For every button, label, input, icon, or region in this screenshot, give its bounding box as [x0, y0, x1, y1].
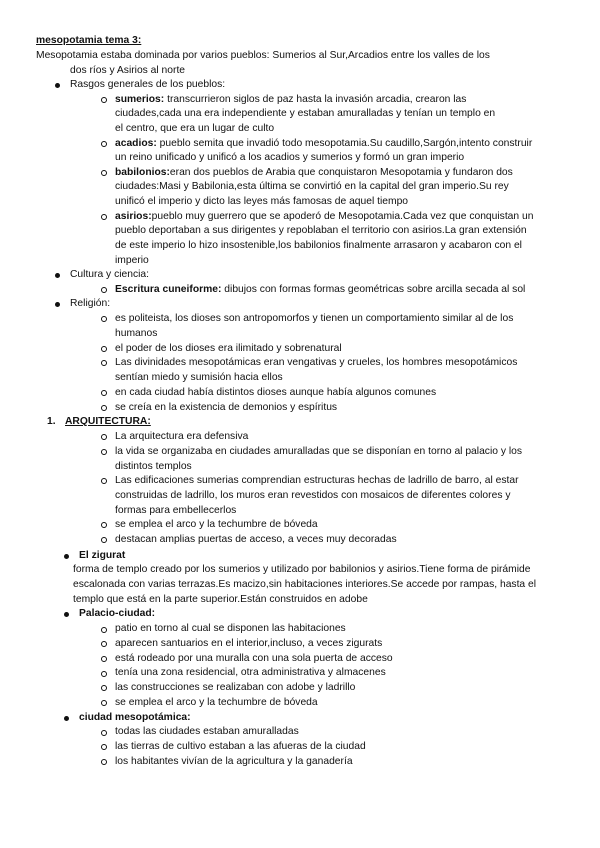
- circle-bullet-icon: [101, 141, 107, 147]
- item-text: un reino unificado y unificó a los acadios y sumerios y formó un gran imperio: [115, 152, 465, 163]
- term: asirios:: [115, 211, 152, 222]
- list-item: el poder de los dioses era ilimitado y sobrenatural: [115, 343, 342, 354]
- term: acadios:: [115, 138, 157, 149]
- subsection-heading: El zigurat: [79, 550, 126, 561]
- bullet-icon: [64, 612, 69, 617]
- section-number: 1.: [47, 416, 56, 427]
- circle-bullet-icon: [101, 522, 107, 528]
- circle-bullet-icon: [101, 316, 107, 322]
- intro-line: Mesopotamia estaba dominada por varios pueblos: Sumerios al Sur,Arcadios entre los valles de los: [36, 50, 490, 61]
- circle-bullet-icon: [101, 671, 107, 677]
- item-text: distintos templos: [115, 461, 192, 472]
- term: sumerios:: [115, 94, 165, 105]
- list-item: se emplea el arco y la techumbre de bóveda: [115, 697, 318, 708]
- circle-bullet-icon: [101, 759, 107, 765]
- circle-bullet-icon: [101, 627, 107, 633]
- list-item: todas las ciudades estaban amuralladas: [115, 726, 299, 737]
- circle-bullet-icon: [101, 656, 107, 662]
- item-text: ciudades,cada una era independiente y estaban amuralladas y tenían un templo en: [115, 108, 496, 119]
- list-item: [115, 283, 525, 298]
- term: babilonios:: [115, 167, 170, 178]
- item-text: construidas de ladrillo, los muros eran revestidos con mosaicos de diferentes colores y: [115, 490, 511, 501]
- item-text: sentían miedo y sumisión hacia ellos: [115, 372, 283, 383]
- circle-bullet-icon: [101, 346, 107, 352]
- list-item: Las divinidades mesopotámicas eran vengativas y crueles, los hombres mesopotámicos: [115, 357, 518, 368]
- section-heading: Rasgos generales de los pueblos:: [70, 79, 226, 90]
- list-item: [115, 210, 533, 225]
- list-item: [115, 93, 466, 108]
- item-text: ciudades:Masi y Babilonia,esta última se convirtió en la capital del gran imperio.Su rey: [115, 181, 509, 192]
- circle-bullet-icon: [101, 744, 107, 750]
- item-text: dibujos con formas formas geométricas sobre arcilla secada al sol: [221, 284, 526, 295]
- list-item: tenía una zona residencial, otra administrativa y almacenes: [115, 667, 386, 678]
- list-item: se emplea el arco y la techumbre de bóveda: [115, 519, 318, 530]
- circle-bullet-icon: [101, 730, 107, 736]
- list-item: [115, 137, 532, 152]
- item-text: pueblo semita que invadió todo mesopotamia.Su caudillo,Sargón,intento construir: [156, 138, 533, 149]
- circle-bullet-icon: [101, 478, 107, 484]
- circle-bullet-icon: [101, 434, 107, 440]
- item-text: pueblo muy guerrero que se apoderó de Mesopotamia.Cada vez que conquistan un: [151, 211, 534, 222]
- subsection-heading: Palacio-ciudad:: [79, 608, 156, 619]
- list-item: los habitantes vivían de la agricultura y la ganadería: [115, 756, 353, 767]
- subsection-heading: ciudad mesopotámica:: [79, 712, 191, 723]
- list-item: la vida se organizaba en ciudades amuralladas que se disponían en torno al palacio y los: [115, 446, 522, 457]
- term: Escritura cuneiforme:: [115, 284, 222, 295]
- item-text: transcurrieron siglos de paz hasta la invasión arcadia, crearon las: [164, 94, 467, 105]
- circle-bullet-icon: [101, 390, 107, 396]
- circle-bullet-icon: [101, 700, 107, 706]
- circle-bullet-icon: [101, 360, 107, 366]
- circle-bullet-icon: [101, 449, 107, 455]
- item-text: el centro, que era un lugar de culto: [115, 123, 275, 134]
- list-item: en cada ciudad había distintos dioses aunque había algunos comunes: [115, 387, 437, 398]
- circle-bullet-icon: [101, 287, 107, 293]
- section-heading: ARQUITECTURA:: [65, 416, 151, 427]
- item-text: imperio: [115, 255, 149, 266]
- bullet-icon: [55, 83, 60, 88]
- list-item: La arquitectura era defensiva: [115, 431, 249, 442]
- section-heading: Religión:: [70, 298, 111, 309]
- bullet-icon: [55, 302, 60, 307]
- paragraph-line: templo que está en la parte superior.Están construidos en adobe: [73, 594, 368, 605]
- list-item: es politeista, los dioses son antropomorfos y tienen un comportamiento similar al de los: [115, 313, 514, 324]
- list-item: las tierras de cultivo estaban a las afueras de la ciudad: [115, 741, 366, 752]
- bullet-icon: [64, 554, 69, 559]
- paragraph-line: forma de templo creado por los sumerios y utilizado por babilonios y asirios.Tiene forma de pirámide: [73, 564, 531, 575]
- item-text: formas para embellecerlos: [115, 505, 237, 516]
- list-item: destacan amplias puertas de acceso, a veces muy decoradas: [115, 534, 397, 545]
- bullet-icon: [55, 273, 60, 278]
- circle-bullet-icon: [101, 170, 107, 176]
- item-text: eran dos pueblos de Arabia que conquistaron Mesopotamia y fundaron dos: [169, 167, 513, 178]
- paragraph-line: escalonada con varias terrazas.Es macizo,sin habitaciones interiores.Se accede por rampas, hasta el: [73, 579, 537, 590]
- intro-line: dos ríos y Asirios al norte: [70, 65, 186, 76]
- circle-bullet-icon: [101, 685, 107, 691]
- circle-bullet-icon: [101, 214, 107, 220]
- circle-bullet-icon: [101, 537, 107, 543]
- list-item: las construcciones se realizaban con adobe y ladrillo: [115, 682, 356, 693]
- list-item: [115, 166, 513, 181]
- bullet-icon: [64, 716, 69, 721]
- item-text: unificó el imperio y dicto las leyes más famosas de aquel tiempo: [115, 196, 409, 207]
- item-text: pueblo deportaban a sus dirigentes y repoblaban el territorio con asirios.La gran extensión: [115, 225, 527, 236]
- document-title: mesopotamia tema 3:: [36, 35, 142, 46]
- circle-bullet-icon: [101, 641, 107, 647]
- list-item: se creía en la existencia de demonios y espíritus: [115, 402, 338, 413]
- item-text: humanos: [115, 328, 158, 339]
- list-item: patio en torno al cual se disponen las habitaciones: [115, 623, 346, 634]
- circle-bullet-icon: [101, 97, 107, 103]
- list-item: aparecen santuarios en el interior,incluso, a veces zigurats: [115, 638, 383, 649]
- item-text: de este imperio lo hizo insostenible,los babilonios finalmente arrasaron y acabaron con el: [115, 240, 522, 251]
- list-item: está rodeado por una muralla con una sola puerta de acceso: [115, 653, 393, 664]
- circle-bullet-icon: [101, 405, 107, 411]
- list-item: Las edificaciones sumerias comprendian estructuras hechas de ladrillo de barro, al estar: [115, 475, 519, 486]
- section-heading: Cultura y ciencia:: [70, 269, 149, 280]
